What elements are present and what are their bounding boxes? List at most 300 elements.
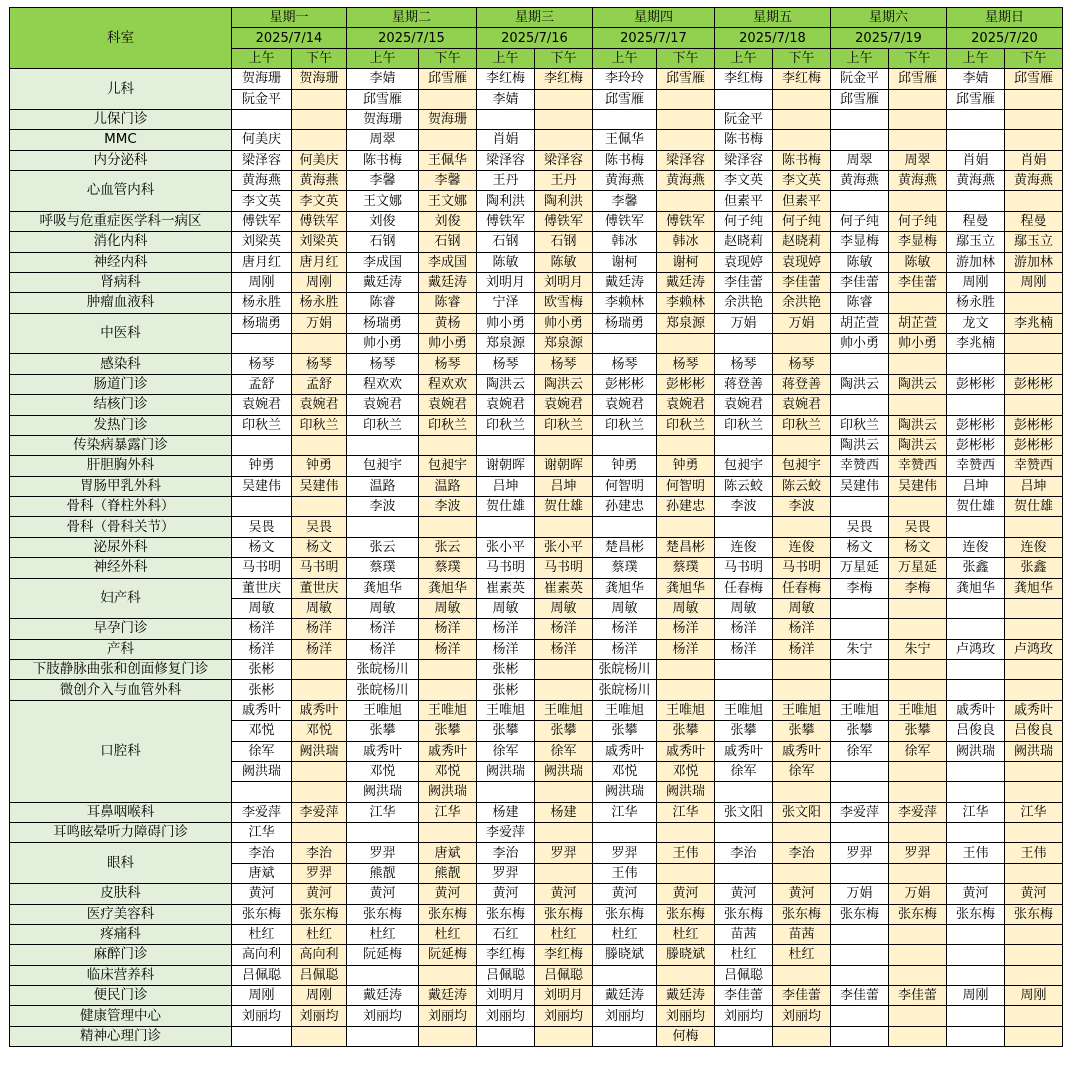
doctor-cell: 张彬 bbox=[477, 660, 535, 680]
table-row bbox=[10, 517, 1063, 537]
doctor-cell: 阙洪瑞 bbox=[347, 782, 419, 802]
doctor-cell: 黄海燕 bbox=[889, 171, 947, 191]
doctor-cell: 程曼 bbox=[1005, 211, 1063, 231]
doctor-cell: 余洪艳 bbox=[773, 293, 831, 313]
doctor-cell bbox=[831, 598, 889, 618]
department-name: 泌尿外科 bbox=[10, 537, 232, 557]
doctor-cell: 陈敏 bbox=[535, 252, 593, 272]
doctor-cell: 周敏 bbox=[292, 598, 347, 618]
doctor-cell: 张云 bbox=[347, 537, 419, 557]
doctor-cell bbox=[947, 1026, 1005, 1046]
doctor-cell bbox=[889, 395, 947, 415]
doctor-cell bbox=[657, 517, 715, 537]
am-header: 上午 bbox=[831, 48, 889, 68]
table-row bbox=[10, 802, 1063, 822]
doctor-cell: 戚秀叶 bbox=[232, 700, 292, 720]
doctor-cell: 孟舒 bbox=[232, 374, 292, 394]
doctor-cell: 李波 bbox=[715, 497, 773, 517]
table-row bbox=[10, 313, 1063, 333]
doctor-cell bbox=[535, 1026, 593, 1046]
doctor-cell: 周刚 bbox=[232, 986, 292, 1006]
doctor-cell: 陈敏 bbox=[831, 252, 889, 272]
department-name: 医疗美容科 bbox=[10, 904, 232, 924]
doctor-cell: 周刚 bbox=[1005, 272, 1063, 292]
doctor-cell: 阮金平 bbox=[232, 89, 292, 109]
doctor-cell: 苗茜 bbox=[715, 924, 773, 944]
doctor-cell: 包昶宇 bbox=[347, 456, 419, 476]
doctor-cell bbox=[1005, 517, 1063, 537]
doctor-cell bbox=[1005, 354, 1063, 374]
doctor-cell bbox=[657, 965, 715, 985]
doctor-cell: 戚秀叶 bbox=[947, 700, 1005, 720]
doctor-cell bbox=[419, 130, 477, 150]
doctor-cell: 万娟 bbox=[889, 884, 947, 904]
doctor-cell bbox=[715, 863, 773, 883]
doctor-cell bbox=[831, 191, 889, 211]
doctor-cell: 龚旭华 bbox=[657, 578, 715, 598]
doctor-cell: 吴建伟 bbox=[889, 476, 947, 496]
doctor-cell bbox=[292, 660, 347, 680]
doctor-cell bbox=[419, 517, 477, 537]
doctor-cell: 陶洪云 bbox=[889, 374, 947, 394]
pm-header: 下午 bbox=[773, 48, 831, 68]
doctor-cell: 吕佩聪 bbox=[232, 965, 292, 985]
doctor-cell bbox=[292, 435, 347, 455]
date-header: 2025/7/20 bbox=[947, 28, 1063, 48]
doctor-cell: 唐月红 bbox=[292, 252, 347, 272]
doctor-cell bbox=[947, 782, 1005, 802]
doctor-cell: 黄海燕 bbox=[593, 171, 657, 191]
doctor-cell: 李爱萍 bbox=[292, 802, 347, 822]
doctor-cell bbox=[292, 782, 347, 802]
doctor-cell: 陈书梅 bbox=[715, 130, 773, 150]
doctor-cell: 万娟 bbox=[715, 313, 773, 333]
department-name: 产科 bbox=[10, 639, 232, 659]
doctor-cell: 罗羿 bbox=[535, 843, 593, 863]
doctor-cell: 蔡璞 bbox=[657, 558, 715, 578]
doctor-cell: 黄河 bbox=[715, 884, 773, 904]
doctor-cell: 杨洋 bbox=[477, 619, 535, 639]
doctor-cell: 刘俊 bbox=[347, 211, 419, 231]
date-header: 2025/7/16 bbox=[477, 28, 593, 48]
doctor-cell: 袁婉君 bbox=[773, 395, 831, 415]
department-name: 麻醉门诊 bbox=[10, 945, 232, 965]
doctor-cell: 周敏 bbox=[232, 598, 292, 618]
doctor-cell: 吕坤 bbox=[477, 476, 535, 496]
doctor-cell: 吴建伟 bbox=[831, 476, 889, 496]
doctor-cell: 张皖杨川 bbox=[347, 680, 419, 700]
table-row bbox=[10, 843, 1063, 863]
am-header: 上午 bbox=[347, 48, 419, 68]
doctor-cell: 程欢欢 bbox=[419, 374, 477, 394]
date-header: 2025/7/17 bbox=[593, 28, 715, 48]
department-name: 精神心理门诊 bbox=[10, 1026, 232, 1046]
table-row bbox=[10, 150, 1063, 170]
doctor-cell: 李佳蕾 bbox=[889, 272, 947, 292]
doctor-cell bbox=[831, 354, 889, 374]
doctor-cell bbox=[232, 435, 292, 455]
doctor-cell: 傅铁军 bbox=[657, 211, 715, 231]
doctor-cell: 何子纯 bbox=[831, 211, 889, 231]
doctor-cell: 杨文 bbox=[232, 537, 292, 557]
doctor-cell: 江华 bbox=[1005, 802, 1063, 822]
doctor-cell bbox=[947, 823, 1005, 843]
doctor-cell: 朱宁 bbox=[831, 639, 889, 659]
doctor-cell: 杨文 bbox=[889, 537, 947, 557]
date-header: 2025/7/18 bbox=[715, 28, 831, 48]
doctor-cell bbox=[1005, 293, 1063, 313]
doctor-cell: 张东梅 bbox=[593, 904, 657, 924]
doctor-cell bbox=[1005, 109, 1063, 129]
doctor-cell: 蒋登善 bbox=[715, 374, 773, 394]
doctor-cell: 李馨 bbox=[419, 171, 477, 191]
doctor-cell: 邓悦 bbox=[292, 721, 347, 741]
doctor-cell: 李兆楠 bbox=[1005, 313, 1063, 333]
doctor-cell: 肖娟 bbox=[947, 150, 1005, 170]
doctor-cell: 黄海燕 bbox=[232, 171, 292, 191]
department-name: 早孕门诊 bbox=[10, 619, 232, 639]
doctor-cell: 黄海燕 bbox=[657, 171, 715, 191]
doctor-cell: 李红梅 bbox=[535, 69, 593, 89]
doctor-cell: 幸赞西 bbox=[889, 456, 947, 476]
doctor-cell: 肖娟 bbox=[477, 130, 535, 150]
doctor-cell: 袁婉君 bbox=[535, 395, 593, 415]
doctor-cell bbox=[831, 109, 889, 129]
doctor-cell: 邓悦 bbox=[419, 761, 477, 781]
table-row bbox=[10, 537, 1063, 557]
doctor-cell: 刘明月 bbox=[535, 272, 593, 292]
doctor-cell: 刘丽均 bbox=[657, 1006, 715, 1026]
doctor-cell: 杨洋 bbox=[657, 639, 715, 659]
doctor-cell: 王唯旭 bbox=[715, 700, 773, 720]
doctor-cell: 邱雪雁 bbox=[419, 69, 477, 89]
doctor-cell: 杨洋 bbox=[232, 639, 292, 659]
doctor-cell bbox=[889, 823, 947, 843]
doctor-cell bbox=[831, 823, 889, 843]
doctor-cell: 刘丽均 bbox=[347, 1006, 419, 1026]
doctor-cell: 戴廷涛 bbox=[419, 272, 477, 292]
doctor-cell: 钟勇 bbox=[593, 456, 657, 476]
doctor-cell bbox=[347, 1026, 419, 1046]
doctor-cell: 刘丽均 bbox=[715, 1006, 773, 1026]
doctor-cell bbox=[715, 660, 773, 680]
doctor-cell: 李文英 bbox=[232, 191, 292, 211]
table-row bbox=[10, 435, 1063, 455]
doctor-cell: 唐月红 bbox=[232, 252, 292, 272]
doctor-cell: 陶洪云 bbox=[477, 374, 535, 394]
doctor-cell: 谢朝晖 bbox=[477, 456, 535, 476]
doctor-cell bbox=[715, 334, 773, 354]
department-name: 下肢静脉曲张和创面修复门诊 bbox=[10, 660, 232, 680]
department-name: 妇产科 bbox=[10, 578, 232, 619]
doctor-cell: 温路 bbox=[347, 476, 419, 496]
doctor-cell: 黄河 bbox=[593, 884, 657, 904]
doctor-cell bbox=[419, 435, 477, 455]
doctor-cell bbox=[947, 109, 1005, 129]
doctor-cell: 马书明 bbox=[715, 558, 773, 578]
doctor-cell: 黄河 bbox=[535, 884, 593, 904]
doctor-cell: 周翠 bbox=[347, 130, 419, 150]
doctor-cell: 黄河 bbox=[947, 884, 1005, 904]
doctor-cell: 张攀 bbox=[889, 721, 947, 741]
doctor-cell bbox=[1005, 823, 1063, 843]
doctor-cell: 罗羿 bbox=[347, 843, 419, 863]
doctor-cell: 周翠 bbox=[889, 150, 947, 170]
doctor-cell bbox=[1005, 191, 1063, 211]
doctor-cell: 杨洋 bbox=[535, 639, 593, 659]
doctor-cell: 孙建忠 bbox=[657, 497, 715, 517]
department-name: 胃肠甲乳外科 bbox=[10, 476, 232, 496]
doctor-cell bbox=[292, 89, 347, 109]
pm-header: 下午 bbox=[1005, 48, 1063, 68]
doctor-cell: 阮金平 bbox=[831, 69, 889, 89]
doctor-cell: 王丹 bbox=[535, 171, 593, 191]
doctor-cell bbox=[831, 924, 889, 944]
doctor-cell bbox=[715, 823, 773, 843]
doctor-cell: 李治 bbox=[477, 843, 535, 863]
doctor-cell: 杜红 bbox=[657, 924, 715, 944]
doctor-cell: 张攀 bbox=[715, 721, 773, 741]
doctor-cell: 印秋兰 bbox=[657, 415, 715, 435]
doctor-cell: 杜红 bbox=[347, 924, 419, 944]
department-name: 结核门诊 bbox=[10, 395, 232, 415]
doctor-cell: 万星延 bbox=[831, 558, 889, 578]
doctor-cell: 杨建 bbox=[477, 802, 535, 822]
doctor-cell: 杜红 bbox=[292, 924, 347, 944]
doctor-cell: 赵晓莉 bbox=[715, 232, 773, 252]
department-name: 肿瘤血液科 bbox=[10, 293, 232, 313]
doctor-cell: 梁泽容 bbox=[715, 150, 773, 170]
doctor-cell bbox=[889, 1006, 947, 1026]
department-name: 皮肤科 bbox=[10, 884, 232, 904]
doctor-cell bbox=[947, 517, 1005, 537]
doctor-cell: 吴畏 bbox=[831, 517, 889, 537]
doctor-cell: 张东梅 bbox=[947, 904, 1005, 924]
doctor-cell: 高向利 bbox=[232, 945, 292, 965]
doctor-cell bbox=[1005, 680, 1063, 700]
am-header: 上午 bbox=[593, 48, 657, 68]
doctor-cell: 梁泽容 bbox=[535, 150, 593, 170]
doctor-cell: 罗羿 bbox=[593, 843, 657, 863]
doctor-cell bbox=[889, 761, 947, 781]
doctor-cell: 阮金平 bbox=[715, 109, 773, 129]
doctor-cell: 李文英 bbox=[292, 191, 347, 211]
doctor-cell: 帅小勇 bbox=[477, 313, 535, 333]
table-row bbox=[10, 272, 1063, 292]
doctor-cell: 王唯旭 bbox=[535, 700, 593, 720]
doctor-cell: 李红梅 bbox=[535, 945, 593, 965]
table-row bbox=[10, 700, 1063, 720]
doctor-cell: 黄河 bbox=[657, 884, 715, 904]
doctor-cell: 贺仕雄 bbox=[477, 497, 535, 517]
department-name: 耳鼻咽喉科 bbox=[10, 802, 232, 822]
doctor-cell: 李梅 bbox=[831, 578, 889, 598]
doctor-cell: 陈云蛟 bbox=[715, 476, 773, 496]
doctor-cell bbox=[292, 823, 347, 843]
table-row bbox=[10, 395, 1063, 415]
doctor-cell: 龚旭华 bbox=[419, 578, 477, 598]
department-name: 微创介入与血管外科 bbox=[10, 680, 232, 700]
doctor-cell: 杨洋 bbox=[292, 619, 347, 639]
doctor-cell: 李文英 bbox=[715, 171, 773, 191]
department-name: 儿保门诊 bbox=[10, 109, 232, 129]
doctor-cell: 戚秀叶 bbox=[657, 741, 715, 761]
doctor-cell: 张小平 bbox=[477, 537, 535, 557]
doctor-cell: 印秋兰 bbox=[773, 415, 831, 435]
doctor-cell: 何智明 bbox=[593, 476, 657, 496]
doctor-cell bbox=[657, 334, 715, 354]
doctor-cell: 李红梅 bbox=[773, 69, 831, 89]
doctor-cell: 李馨 bbox=[347, 171, 419, 191]
doctor-cell: 陈睿 bbox=[347, 293, 419, 313]
doctor-cell: 何子纯 bbox=[773, 211, 831, 231]
doctor-cell: 张彬 bbox=[232, 680, 292, 700]
doctor-cell: 张东梅 bbox=[477, 904, 535, 924]
doctor-cell: 马书明 bbox=[773, 558, 831, 578]
doctor-cell: 陈敏 bbox=[477, 252, 535, 272]
doctor-cell: 杨永胜 bbox=[232, 293, 292, 313]
department-name: 骨科（脊柱外科） bbox=[10, 497, 232, 517]
doctor-cell: 印秋兰 bbox=[292, 415, 347, 435]
doctor-cell bbox=[657, 823, 715, 843]
table-row bbox=[10, 823, 1063, 843]
doctor-cell: 黄河 bbox=[1005, 884, 1063, 904]
doctor-cell: 袁婉君 bbox=[593, 395, 657, 415]
doctor-cell: 苗茜 bbox=[773, 924, 831, 944]
doctor-cell: 印秋兰 bbox=[347, 415, 419, 435]
doctor-cell: 邱雪雁 bbox=[947, 89, 1005, 109]
doctor-cell: 杨洋 bbox=[715, 639, 773, 659]
doctor-cell bbox=[947, 965, 1005, 985]
am-header: 上午 bbox=[477, 48, 535, 68]
department-name: 健康管理中心 bbox=[10, 1006, 232, 1026]
doctor-cell: 龙文 bbox=[947, 313, 1005, 333]
doctor-cell bbox=[947, 598, 1005, 618]
doctor-cell: 唐斌 bbox=[232, 863, 292, 883]
doctor-cell bbox=[889, 497, 947, 517]
doctor-cell: 陈敏 bbox=[889, 252, 947, 272]
doctor-cell bbox=[889, 109, 947, 129]
table-row bbox=[10, 924, 1063, 944]
doctor-cell: 杨琴 bbox=[292, 354, 347, 374]
doctor-cell: 戚秀叶 bbox=[419, 741, 477, 761]
doctor-cell bbox=[1005, 598, 1063, 618]
doctor-cell: 贺海珊 bbox=[347, 109, 419, 129]
doctor-cell: 宁泽 bbox=[477, 293, 535, 313]
doctor-cell: 邓悦 bbox=[347, 761, 419, 781]
doctor-cell bbox=[292, 497, 347, 517]
doctor-cell: 李波 bbox=[347, 497, 419, 517]
doctor-cell: 彭彬彬 bbox=[1005, 374, 1063, 394]
doctor-cell: 刘丽均 bbox=[477, 1006, 535, 1026]
doctor-cell: 刘梁英 bbox=[232, 232, 292, 252]
doctor-cell: 彭彬彬 bbox=[947, 415, 1005, 435]
doctor-cell: 李显梅 bbox=[831, 232, 889, 252]
doctor-cell bbox=[773, 435, 831, 455]
department-name: 呼吸与危重症医学科一病区 bbox=[10, 211, 232, 231]
doctor-cell: 印秋兰 bbox=[715, 415, 773, 435]
doctor-cell bbox=[947, 619, 1005, 639]
doctor-cell: 杜红 bbox=[773, 945, 831, 965]
doctor-cell: 贺海珊 bbox=[232, 69, 292, 89]
doctor-cell: 程欢欢 bbox=[347, 374, 419, 394]
doctor-cell bbox=[535, 89, 593, 109]
doctor-cell: 李波 bbox=[419, 497, 477, 517]
doctor-cell: 王唯旭 bbox=[773, 700, 831, 720]
doctor-cell: 印秋兰 bbox=[419, 415, 477, 435]
doctor-cell: 张东梅 bbox=[773, 904, 831, 924]
doctor-cell: 黄河 bbox=[292, 884, 347, 904]
doctor-cell: 王佩华 bbox=[419, 150, 477, 170]
doctor-cell: 黄河 bbox=[773, 884, 831, 904]
doctor-cell: 李红梅 bbox=[477, 69, 535, 89]
doctor-cell: 万娟 bbox=[773, 313, 831, 333]
doctor-cell: 王佩华 bbox=[593, 130, 657, 150]
doctor-cell: 陶洪云 bbox=[831, 435, 889, 455]
department-name: 儿科 bbox=[10, 69, 232, 110]
weekday-header: 星期二 bbox=[347, 8, 477, 28]
doctor-cell: 陈书梅 bbox=[593, 150, 657, 170]
am-header: 上午 bbox=[232, 48, 292, 68]
doctor-cell: 李治 bbox=[773, 843, 831, 863]
doctor-cell: 彭彬彬 bbox=[657, 374, 715, 394]
doctor-cell bbox=[889, 89, 947, 109]
doctor-cell: 杨瑞勇 bbox=[347, 313, 419, 333]
doctor-cell: 杨琴 bbox=[232, 354, 292, 374]
doctor-cell bbox=[657, 435, 715, 455]
doctor-cell: 王唯旭 bbox=[419, 700, 477, 720]
doctor-cell bbox=[889, 1026, 947, 1046]
doctor-cell: 梁泽容 bbox=[657, 150, 715, 170]
doctor-cell: 王唯旭 bbox=[593, 700, 657, 720]
doctor-cell: 陶洪云 bbox=[889, 435, 947, 455]
doctor-cell: 邓悦 bbox=[657, 761, 715, 781]
table-row bbox=[10, 904, 1063, 924]
doctor-cell: 王唯旭 bbox=[657, 700, 715, 720]
doctor-cell: 张彬 bbox=[232, 660, 292, 680]
weekday-header: 星期六 bbox=[831, 8, 947, 28]
department-name: 神经内科 bbox=[10, 252, 232, 272]
doctor-cell: 刘明月 bbox=[477, 272, 535, 292]
doctor-cell: 杨永胜 bbox=[947, 293, 1005, 313]
doctor-cell: 阮延梅 bbox=[347, 945, 419, 965]
doctor-cell: 任春梅 bbox=[715, 578, 773, 598]
doctor-cell: 卢鸿玫 bbox=[1005, 639, 1063, 659]
doctor-cell: 幸赞西 bbox=[831, 456, 889, 476]
doctor-cell: 李赖林 bbox=[657, 293, 715, 313]
doctor-cell bbox=[773, 965, 831, 985]
doctor-cell: 吕佩聪 bbox=[292, 965, 347, 985]
doctor-cell: 邱雪雁 bbox=[347, 89, 419, 109]
doctor-cell: 杨琴 bbox=[773, 354, 831, 374]
doctor-cell: 郑泉源 bbox=[657, 313, 715, 333]
doctor-cell bbox=[831, 782, 889, 802]
department-name: 疼痛科 bbox=[10, 924, 232, 944]
doctor-cell: 袁现婷 bbox=[773, 252, 831, 272]
doctor-cell bbox=[715, 782, 773, 802]
pm-header: 下午 bbox=[535, 48, 593, 68]
doctor-cell: 徐军 bbox=[773, 761, 831, 781]
doctor-cell: 袁现婷 bbox=[715, 252, 773, 272]
doctor-cell: 石钢 bbox=[535, 232, 593, 252]
doctor-cell: 朱宁 bbox=[889, 639, 947, 659]
doctor-cell bbox=[715, 1026, 773, 1046]
doctor-cell: 戚秀叶 bbox=[347, 741, 419, 761]
doctor-cell: 杨琴 bbox=[657, 354, 715, 374]
doctor-cell: 张皖杨川 bbox=[593, 660, 657, 680]
doctor-cell: 杨洋 bbox=[593, 619, 657, 639]
doctor-cell bbox=[889, 924, 947, 944]
